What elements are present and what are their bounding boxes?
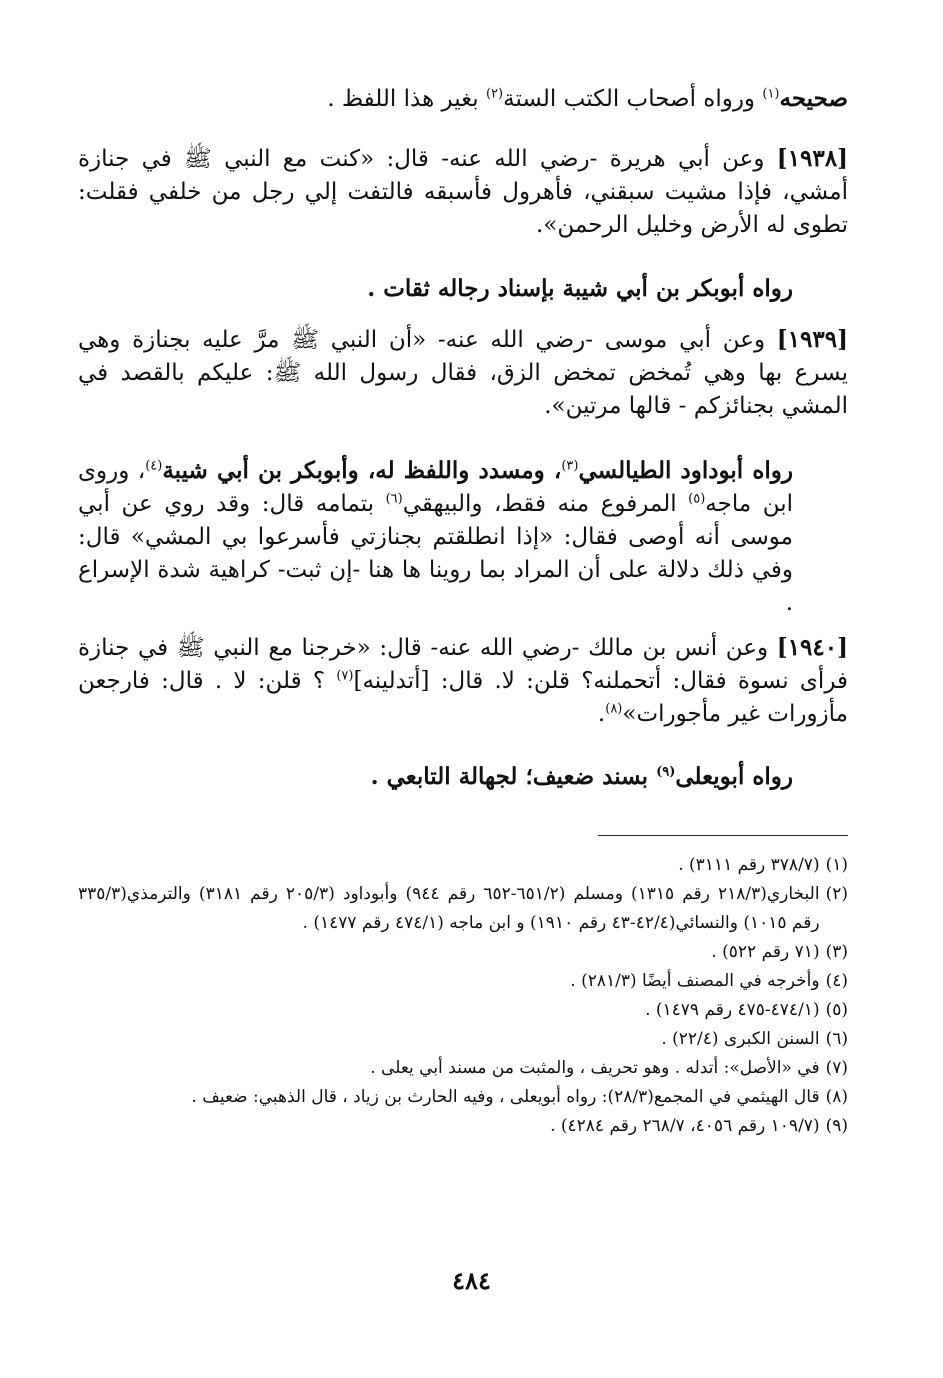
footnote-ref-6: (٦) bbox=[385, 491, 403, 507]
footnote-text: البخاري(٢١٨/٣ رقم ١٣١٥) ومسلم (٦٥١/٢-٦٥٢ رقم ٩٤٤) وأبوداود (٢٠٥/٣ رقم ٣١٨١) والترمذي(٣٣٥/٣ رقم ١٠١٥) والنسائي(٤٢/٤-٤٣ رقم ١٩١٠) و ابن ماجه (٤٧٤/١ رقم ١٤٧٧) . bbox=[78, 884, 820, 933]
narration-note-1940 bbox=[78, 760, 848, 793]
text-segment: بغير هذا اللفظ . bbox=[327, 86, 486, 112]
footnote-number: (٨) bbox=[825, 1087, 848, 1107]
footnote-text: (٧١ رقم ٥٢٢) . bbox=[711, 942, 820, 962]
footnote-item bbox=[78, 1054, 848, 1083]
text-segment: بسند ضعيف؛ لجهالة التابعي . bbox=[370, 763, 657, 790]
hadith-number: [١٩٤٠] bbox=[776, 634, 848, 661]
footnote-item bbox=[78, 996, 848, 1025]
text-segment: ، وروى ابن ماجه bbox=[78, 458, 793, 517]
text-bold: صحيحه bbox=[779, 85, 848, 112]
footnote-text: وأخرجه في المصنف أيضًا (٢٨١/٣) . bbox=[570, 971, 820, 991]
text-bold: رواه أبوداود الطيالسي bbox=[578, 457, 793, 484]
text-segment: المرفوع منه فقط، والبيهقي bbox=[402, 491, 689, 517]
footnote-text: (١٠٩/٧ رقم ٤٠٥٦، ٢٦٨/٧ رقم ٤٢٨٤) . bbox=[550, 1116, 820, 1136]
footnote-ref-1: (١) bbox=[762, 86, 780, 102]
hadith-text: وعن أنس بن مالك -رضي الله عنه- قال: «خرجنا مع النبي ﷺ في جنازة فرأى نسوة فقال: أتحملنه؟ قلن: لا. قال: [أتدلينه] bbox=[78, 635, 848, 694]
footnote-text: في «الأصل»: أتدله . وهو تحريف ، والمثبت من مسند أبي يعلى . bbox=[370, 1058, 820, 1078]
footnote-ref-7: (٧) bbox=[336, 668, 354, 684]
paragraph-intro bbox=[78, 82, 848, 116]
footnote-number: (٢) bbox=[825, 884, 848, 904]
footnote-item bbox=[78, 1112, 848, 1141]
hadith-text: ؟ قلن: لا . قال: فارجعن مأزورات غير مأجورات» bbox=[78, 668, 848, 727]
footnote-number: (٣) bbox=[825, 942, 848, 962]
page-number: ٤٨٤ bbox=[452, 1266, 491, 1295]
footnote-ref-9: (٩) bbox=[656, 764, 676, 780]
footnote-text: قال الهيثمي في المجمع(٢٨/٣): رواه أبويعلى ، وفيه الحارث بن زياد ، قال الذهبي: ضعيف . bbox=[191, 1087, 820, 1107]
footnote-item bbox=[78, 1025, 848, 1054]
footnote-text: (٣٧٨/٧ رقم ٣١١١) . bbox=[678, 855, 820, 875]
footnote-ref-8: (٨) bbox=[605, 701, 623, 717]
footnotes bbox=[78, 851, 848, 1141]
footnote-number: (٤) bbox=[825, 971, 848, 991]
footnote-ref-2: (٢) bbox=[485, 86, 504, 102]
footnote-item bbox=[78, 1083, 848, 1112]
footnote-number: (٥) bbox=[825, 1000, 848, 1020]
text-segment: بتمامه قال: وقد روي عن أبي موسى أنه أوصى فقال: «إذا انطلقتم بجنازتي فأسرعوا بي المشي» قال: وفي ذلك دلالة على أن المراد بما روينا ها هنا -إن ثبت- كراهية شدة الإسراع . bbox=[78, 491, 793, 616]
hadith-1938 bbox=[78, 142, 848, 242]
narration-note-1938: رواه أبوبكر بن أبي شيبة بإسناد رجاله ثقات . bbox=[367, 275, 793, 302]
footnote-item bbox=[78, 851, 848, 880]
footnote-item bbox=[78, 938, 848, 967]
hadith-number: [١٩٣٩] bbox=[776, 326, 848, 353]
hadith-text: وعن أبي هريرة -رضي الله عنه- قال: «كنت مع النبي ﷺ في جنازة أمشي، فإذا مشيت سبقني، فأهرول فأسبقه فالتفت إلي رجل من خلفي فقلت: تطوى له الأرض وخليل الرحمن». bbox=[78, 146, 848, 238]
text-segment: رواه أبويعلى bbox=[675, 763, 793, 790]
text-segment: ورواه أصحاب الكتب الستة bbox=[503, 86, 763, 112]
footnote-ref-4: (٤) bbox=[145, 458, 163, 474]
hadith-text: وعن أبي موسى -رضي الله عنه- «أن النبي ﷺ مرَّ عليه بجنازة وهي يسرع بها وهي تُمخض تمخض الزق، فقال رسول الله ﷺ: عليكم بالقصد في المشي بجنائزكم - قالها مرتين». bbox=[78, 327, 848, 419]
footnote-number: (٩) bbox=[825, 1116, 848, 1136]
footnote-item bbox=[78, 880, 848, 938]
hadith-number: [١٩٣٨] bbox=[776, 145, 848, 172]
hadith-1940 bbox=[78, 631, 848, 731]
footnote-ref-5: (٥) bbox=[688, 491, 706, 507]
footnote-item bbox=[78, 967, 848, 996]
footnote-number: (٦) bbox=[825, 1029, 848, 1049]
footnote-text: (٤٧٤/١-٤٧٥ رقم ١٤٧٩) . bbox=[645, 1000, 820, 1020]
footnote-number: (١) bbox=[825, 855, 848, 875]
footnote-number: (٧) bbox=[825, 1058, 848, 1078]
footnote-text: السنن الكبرى (٢٢/٤) . bbox=[661, 1029, 820, 1049]
hadith-1939 bbox=[78, 323, 848, 423]
footnote-divider bbox=[598, 835, 848, 836]
narration-note-1939 bbox=[78, 454, 848, 620]
footnote-ref-3: (٣) bbox=[561, 458, 579, 474]
text-bold: ، ومسدد واللفظ له، وأبوبكر بن أبي شيبة bbox=[162, 457, 562, 484]
text-segment: . bbox=[597, 701, 606, 727]
